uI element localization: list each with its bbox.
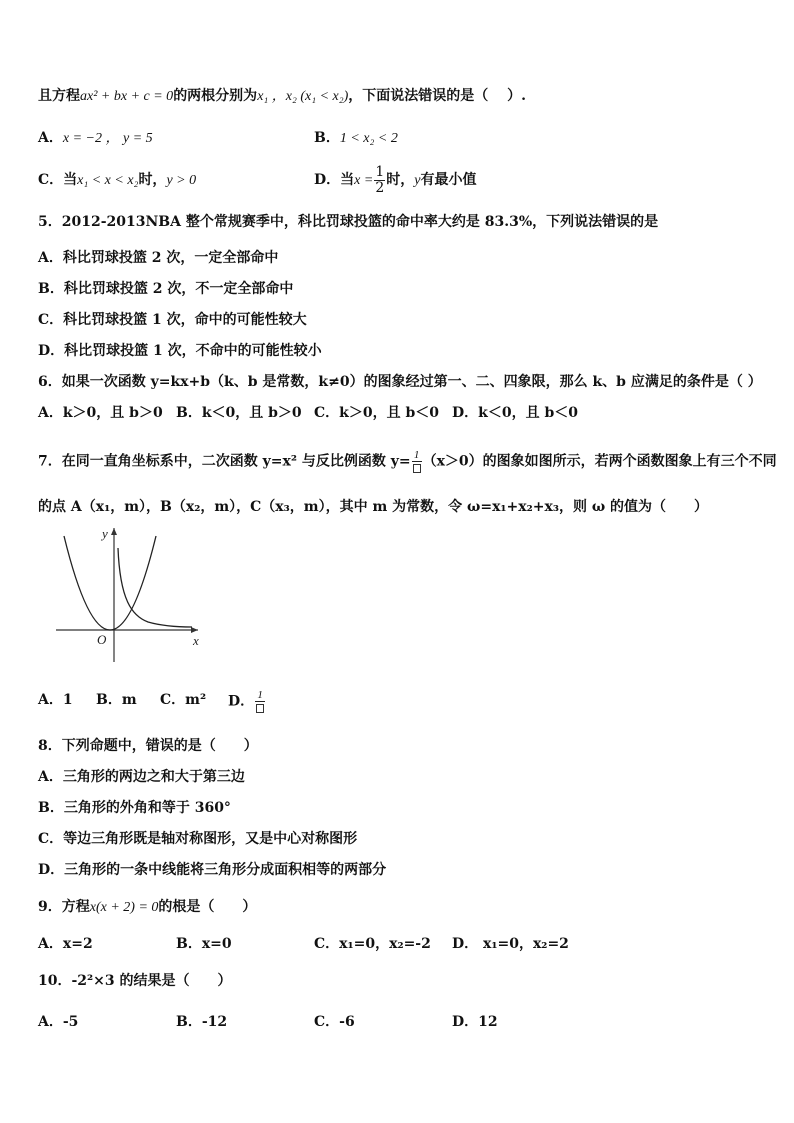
q4-stem xyxy=(38,86,526,107)
q7-option-d-frac-num: 1 xyxy=(255,690,265,702)
q6-option-b: B．k＜0，且 b＞0 xyxy=(176,405,302,421)
q4-option-c-end: y > 0 xyxy=(166,173,197,188)
q4-option-c-mid: 时， xyxy=(138,172,167,188)
q5-option-d: D．科比罚球投篮 1 次，不命中的可能性较小 xyxy=(38,343,322,359)
q7-stem-line2: 的点 A（x₁，m），B（x₂，m），C（x₃，m），其中 m 为常数，令 ω=x₁+x₂+x₃，则 ω 的值为（ ） xyxy=(38,499,709,515)
q7-option-c: C．m² xyxy=(160,692,207,708)
q4-option-b-text: 1 < x₂ < 2 xyxy=(339,131,398,146)
q5-option-a: A．科比罚球投篮 2 次，一定全部命中 xyxy=(38,250,279,266)
q9-option-a: A．x=2 xyxy=(38,936,93,952)
q4-option-d-frac-num: 1 xyxy=(375,163,385,180)
q4-option-c-math: x₁ < x < x₂ xyxy=(77,173,139,188)
q4-stem-suffix: ，下面说法错误的是（ ）. xyxy=(348,88,527,104)
placeholder-box-icon xyxy=(413,464,421,473)
q4-stem-prefix: 且方程 xyxy=(38,88,80,104)
q4-option-d xyxy=(314,162,476,199)
q8-stem: 8．下列命题中，错误的是（ ） xyxy=(38,738,258,754)
parabola-curve xyxy=(64,536,156,630)
graph-origin-label: O xyxy=(97,632,107,647)
q6-stem: 6．如果一次函数 y=kx+b（k、b 是常数，k≠0）的图象经过第一、二、四象限，那么 k、b 应满足的条件是（ ） xyxy=(38,374,762,390)
q7-option-d xyxy=(228,690,266,713)
q7-stem-b: （x＞0）的图象如图所示，若两个函数图象上有三个不同 xyxy=(422,453,777,470)
q9-option-c: C．x₁=0，x₂=-2 xyxy=(314,936,431,952)
placeholder-box-icon xyxy=(256,704,264,713)
q10-option-b: B．-12 xyxy=(176,1014,228,1030)
q8-option-b: B．三角形的外角和等于 360° xyxy=(38,800,231,816)
q9-option-b: B．x=0 xyxy=(176,936,232,952)
y-axis-arrow-icon xyxy=(111,528,117,535)
q5-stem: 5．2012-2013NBA 整个常规赛季中，科比罚球投篮的命中率大约是 83.3%，下列说法错误的是 xyxy=(38,214,659,230)
q7-stem-frac-num: 1 xyxy=(412,450,422,462)
q10-option-a: A．-5 xyxy=(38,1014,79,1030)
q4-option-c-label: C．当 xyxy=(38,172,78,188)
q8-option-c: C．等边三角形既是轴对称图形，又是中心对称图形 xyxy=(38,831,358,847)
q5-option-b: B．科比罚球投篮 2 次，不一定全部命中 xyxy=(38,281,294,297)
q4-option-b xyxy=(314,128,398,149)
q4-option-a-text: x = −2 ， y = 5 xyxy=(62,131,153,146)
q7-option-b: B．m xyxy=(96,692,137,708)
q7-stem-a: 7．在同一直角坐标系中，二次函数 y=x² 与反比例函数 y= xyxy=(38,453,411,470)
q7-option-a: A．1 xyxy=(38,692,73,708)
q6-option-d: D．k＜0，且 b＜0 xyxy=(452,405,578,421)
q4-stem-mid: 的两根分别为 xyxy=(173,88,258,104)
q9-stem-math: x(x + 2) = 0 xyxy=(89,900,159,915)
q4-equation: ax² + bx + c = 0 xyxy=(80,89,174,104)
q10-option-d: D．12 xyxy=(452,1014,498,1030)
q4-option-d-mid: 时， xyxy=(386,172,415,188)
q5-option-c: C．科比罚球投篮 1 次，命中的可能性较大 xyxy=(38,312,307,328)
q7-option-d-frac-den xyxy=(255,702,265,713)
q10-stem: 10．-2²×3 的结果是（ ） xyxy=(38,973,232,989)
graph-y-label: y xyxy=(102,526,108,541)
q9-stem-suffix: 的根是（ ） xyxy=(158,899,257,915)
q4-option-a xyxy=(38,128,153,149)
q4-option-c xyxy=(38,170,196,191)
q6-option-c: C．k＞0，且 b＜0 xyxy=(314,405,439,421)
q7-graph xyxy=(50,520,210,670)
q9-stem-prefix: 9．方程 xyxy=(38,899,90,915)
q9-option-d: D． x₁=0，x₂=2 xyxy=(452,936,569,952)
q10-option-c: C．-6 xyxy=(314,1014,355,1030)
q9-stem xyxy=(38,897,256,918)
q4-option-d-frac-den: 2 xyxy=(375,179,385,196)
q6-option-a: A．k＞0，且 b＞0 xyxy=(38,405,163,421)
q7-option-d-label: D． xyxy=(228,693,255,710)
q4-option-d-end: 有最小值 xyxy=(420,172,477,188)
q4-option-d-y: y xyxy=(414,173,421,188)
q4-option-d-math: x = xyxy=(354,173,374,188)
q7-stem-line1 xyxy=(38,450,777,473)
q7-stem-frac-den xyxy=(412,462,422,473)
q4-roots: x₁ ，x₂ (x₁ < x₂) xyxy=(257,89,349,104)
hyperbola-curve xyxy=(118,548,192,627)
q8-option-a: A．三角形的两边之和大于第三边 xyxy=(38,769,245,785)
q4-option-d-fraction xyxy=(374,165,385,196)
graph-x-label: x xyxy=(193,633,199,648)
q8-option-d: D．三角形的一条中线能将三角形分成面积相等的两部分 xyxy=(38,862,387,878)
q7-option-d-fraction xyxy=(255,690,265,713)
q7-stem-fraction xyxy=(412,450,422,473)
q4-option-d-label: D．当 xyxy=(314,172,355,188)
q4-option-a-label: A． xyxy=(38,130,63,146)
q4-option-b-label: B． xyxy=(314,130,340,146)
